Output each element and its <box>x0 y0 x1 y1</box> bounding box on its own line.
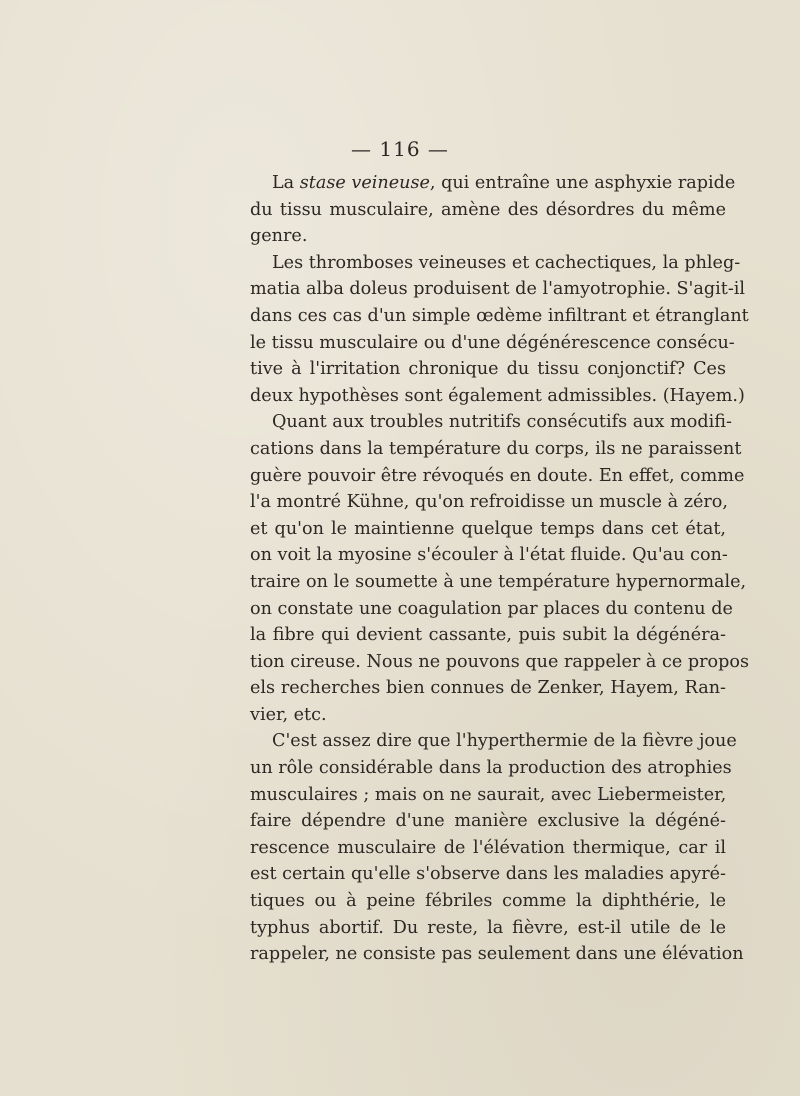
paragraph <box>250 728 744 967</box>
text-line: typhus abortif. Du reste, la fièvre, est-il utile de le <box>250 917 726 938</box>
italic-term: stase veineuse <box>299 173 430 193</box>
text-line: on constate une coagulation par places du contenu de <box>250 598 733 619</box>
text-line: la fibre qui devient cassante, puis subit la dégénéra- <box>250 625 726 646</box>
text-line: Les thromboses veineuses et cachectiques, la phleg- <box>272 252 741 273</box>
body-text <box>250 170 749 968</box>
text-line: est certain qu'elle s'observe dans les maladies apyré- <box>250 864 726 885</box>
text-line: matia alba doleus produisent de l'amyotrophie. S'agit-il <box>250 279 746 300</box>
text-line: vier, etc. <box>250 704 327 725</box>
text-line <box>250 170 736 197</box>
text-line: rappeler, ne consiste pas seulement dans une élévation <box>250 944 744 965</box>
text-line: l'a montré Kühne, qu'on refroidisse un muscle à zéro, <box>250 492 728 513</box>
text-line: musculaires ; mais on ne saurait, avec Liebermeister, <box>250 784 727 805</box>
text-line: du tissu musculaire, amène des désordres du même <box>250 199 726 220</box>
text-line: cations dans la température du corps, ils ne paraissent <box>250 438 742 459</box>
paragraph <box>250 250 749 410</box>
text-line: dans ces cas d'un simple œdème infiltrant et étranglant <box>250 305 749 326</box>
text-fragment: , qui entraîne une asphyxie rapide <box>429 173 736 193</box>
text-line: un rôle considérable dans la production des atrophies <box>250 758 732 779</box>
text-fragment: La <box>272 173 300 193</box>
text-line: rescence musculaire de l'élévation thermique, car il <box>250 837 726 858</box>
page-number: — 116 — <box>351 137 449 161</box>
text-line: genre. <box>250 226 308 247</box>
text-line: deux hypothèses sont également admissibles. (Hayem.) <box>250 385 745 406</box>
text-line: tiques ou à peine fébriles comme la diphthérie, le <box>250 891 726 912</box>
text-line: C'est assez dire que l'hyperthermie de la fièvre joue <box>272 731 737 752</box>
text-line: guère pouvoir être révoqués en doute. En effet, comme <box>250 465 745 486</box>
text-line: tion cireuse. Nous ne pouvons que rappeler à ce propos <box>250 651 749 672</box>
paragraph <box>250 409 749 728</box>
text-line: traire on le soumette à une température hypernormale, <box>250 571 747 592</box>
text-line: le tissu musculaire ou d'une dégénérescence consécu- <box>250 332 735 353</box>
text-line: faire dépendre d'une manière exclusive la dégéné- <box>250 811 726 832</box>
text-line: tive à l'irritation chronique du tissu conjonctif? Ces <box>250 359 726 380</box>
text-line: els recherches bien connues de Zenker, Hayem, Ran- <box>250 678 726 699</box>
text-line: on voit la myosine s'écouler à l'état fluide. Qu'au con- <box>250 545 728 566</box>
text-line: et qu'on le maintienne quelque temps dans cet état, <box>250 518 726 539</box>
paragraph <box>250 170 736 250</box>
text-line: Quant aux troubles nutritifs consécutifs aux modifi- <box>272 412 732 433</box>
